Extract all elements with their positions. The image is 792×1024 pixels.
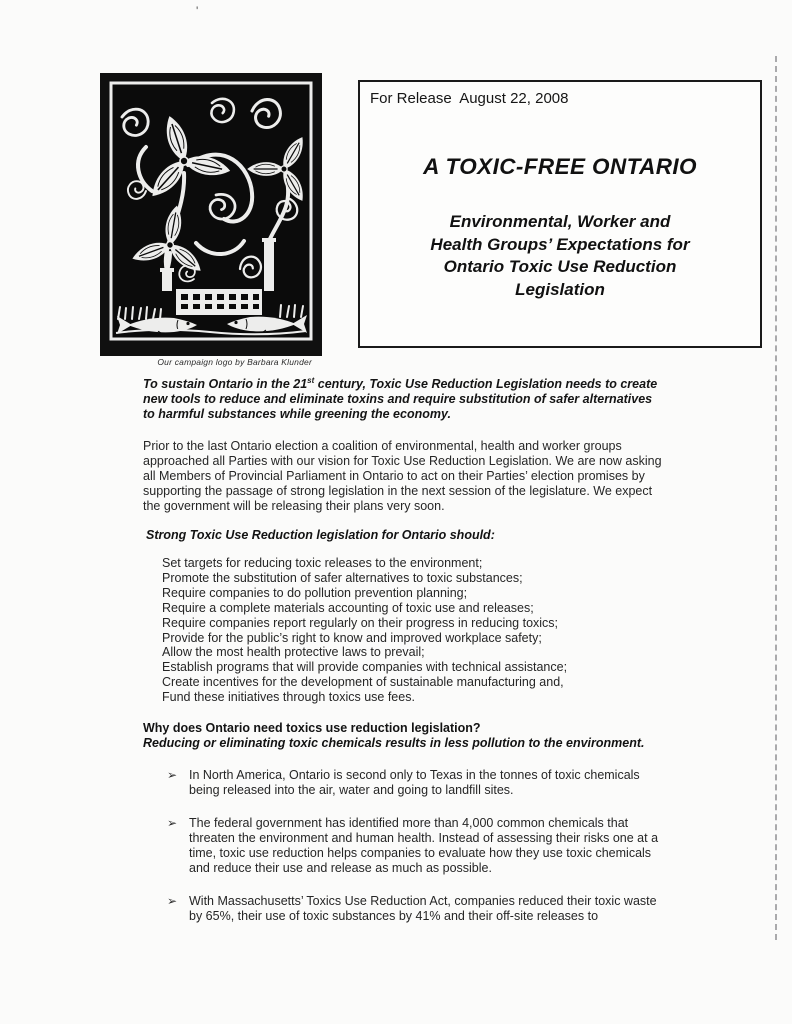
- reasons-bullet-list: [143, 768, 671, 924]
- scan-artifact-mark: ': [196, 4, 199, 18]
- subtitle-line: Legislation: [515, 279, 605, 299]
- bullet-item: [167, 768, 671, 798]
- list-item: Set targets for reducing toxic releases to the environment;: [162, 556, 483, 570]
- bullet-item: [167, 894, 671, 924]
- intro-ordinal-superscript: st: [307, 375, 315, 385]
- intro-text-after: century, Toxic Use Reduction Legislation needs to create new tools to reduce and eliminate toxins and require substitution of safer alternatives to harmful substances while greening the economy.: [143, 377, 658, 421]
- arrow-bullet-icon: ➢: [167, 768, 178, 783]
- logo-caption: Our campaign logo by Barbara Klunder: [157, 357, 312, 367]
- list-item: Require a complete materials accounting of toxic use and releases;: [162, 600, 534, 615]
- why-question: Why does Ontario need toxics use reduction legislation?: [143, 721, 481, 736]
- document-title: A TOXIC-FREE ONTARIO: [423, 154, 697, 179]
- subtitle-line: Ontario Toxic Use Reduction: [443, 257, 677, 277]
- paragraph-coalition: Prior to the last Ontario election a coalition of environmental, health and worker groups approached all Parties with our vision for Toxic Use Reduction Legislation. We are now asking all Members of Provincial Parliament in Ontario to act on their Parties’ election promises by supporting the passage of strong legislation in the next session of the legislature. We expect the government will be releasing their plans very soon.: [143, 439, 662, 513]
- arrow-bullet-icon: ➢: [167, 894, 178, 909]
- document-body: [143, 377, 671, 942]
- list-item: Promote the substitution of safer alternatives to toxic substances;: [162, 570, 523, 585]
- bullet-text: With Massachusetts’ Toxics Use Reduction Act, companies reduced their toxic waste by 65%, their use of toxic substances by 41% and their off-site releases to: [189, 894, 657, 924]
- legislation-requirements-list: [143, 556, 671, 705]
- why-section-heading: [143, 721, 671, 751]
- title-box: [358, 80, 762, 348]
- document-subtitle: [360, 211, 760, 301]
- bullet-item: [167, 816, 671, 876]
- list-item: Require companies to do pollution prevention planning;: [162, 585, 468, 600]
- list-item: Establish programs that will provide companies with technical assistance;: [162, 660, 568, 675]
- intro-statement: [143, 377, 667, 422]
- heading-legislation-should: Strong Toxic Use Reduction legislation for Ontario should:: [146, 528, 495, 542]
- list-item: Provide for the public’s right to know and improved workplace safety;: [162, 630, 542, 645]
- campaign-logo-block: [100, 73, 322, 367]
- list-item: Allow the most health protective laws to prevail;: [162, 645, 425, 660]
- subtitle-line: Health Groups’ Expectations for: [430, 234, 690, 254]
- list-item: Require companies report regularly on their progress in reducing toxics;: [162, 615, 559, 630]
- scan-edge-dashed-line: [775, 56, 777, 940]
- arrow-bullet-icon: ➢: [167, 816, 178, 831]
- campaign-logo-illustration: [100, 73, 322, 356]
- list-item: Create incentives for the development of sustainable manufacturing and,: [162, 675, 564, 690]
- intro-text-before: To sustain Ontario in the 21: [143, 377, 308, 391]
- subtitle-line: Environmental, Worker and: [449, 212, 671, 231]
- bullet-text: In North America, Ontario is second only to Texas in the tonnes of toxic chemicals being released into the air, water and going to landfill sites.: [189, 768, 640, 798]
- why-statement: Reducing or eliminating toxic chemicals results in less pollution to the environment.: [143, 736, 645, 751]
- list-item: Fund these initiatives through toxics use fees.: [162, 690, 415, 705]
- release-date-line: For Release August 22, 2008: [370, 90, 569, 107]
- bullet-text: The federal government has identified more than 4,000 common chemicals that threaten the environment and human health. Instead of assessing their risks one at a time, toxic use reduction helps companies to evaluate how they use toxic chemicals and reduce their use and release as much as possible.: [189, 816, 659, 876]
